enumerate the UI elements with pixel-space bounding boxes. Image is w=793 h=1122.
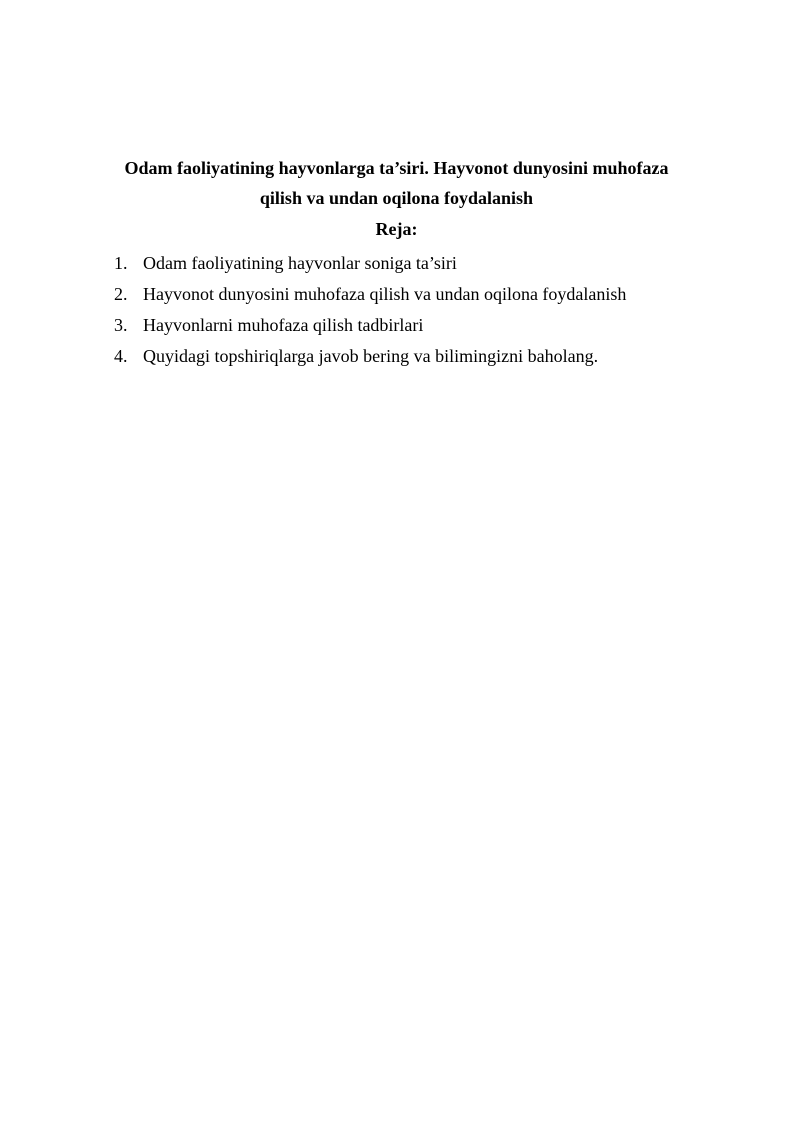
plan-list xyxy=(114,250,626,374)
list-item-number: 1. xyxy=(114,253,128,273)
page-title-line-1: Odam faoliyatining hayvonlarga ta’siri. Hayvonot dunyosini muhofaza xyxy=(124,158,669,178)
list-item-text: Odam faoliyatining hayvonlar soniga ta’siri xyxy=(143,253,457,273)
list-item-number: 3. xyxy=(114,315,128,335)
plan-heading: Reja: xyxy=(375,219,418,239)
list-item-text: Quyidagi topshiriqlarga javob bering va bilimingizni baholang. xyxy=(143,346,599,366)
list-item-text: Hayvonlarni muhofaza qilish tadbirlari xyxy=(143,315,424,335)
page-title-line-2: qilish va undan oqilona foydalanish xyxy=(259,188,534,208)
list-item xyxy=(114,312,626,343)
list-item xyxy=(114,343,626,374)
list-item xyxy=(114,281,626,312)
list-item xyxy=(114,250,626,281)
list-item-number: 4. xyxy=(114,346,128,366)
list-item-number: 2. xyxy=(114,284,128,304)
list-item-text: Hayvonot dunyosini muhofaza qilish va undan oqilona foydalanish xyxy=(143,284,627,304)
